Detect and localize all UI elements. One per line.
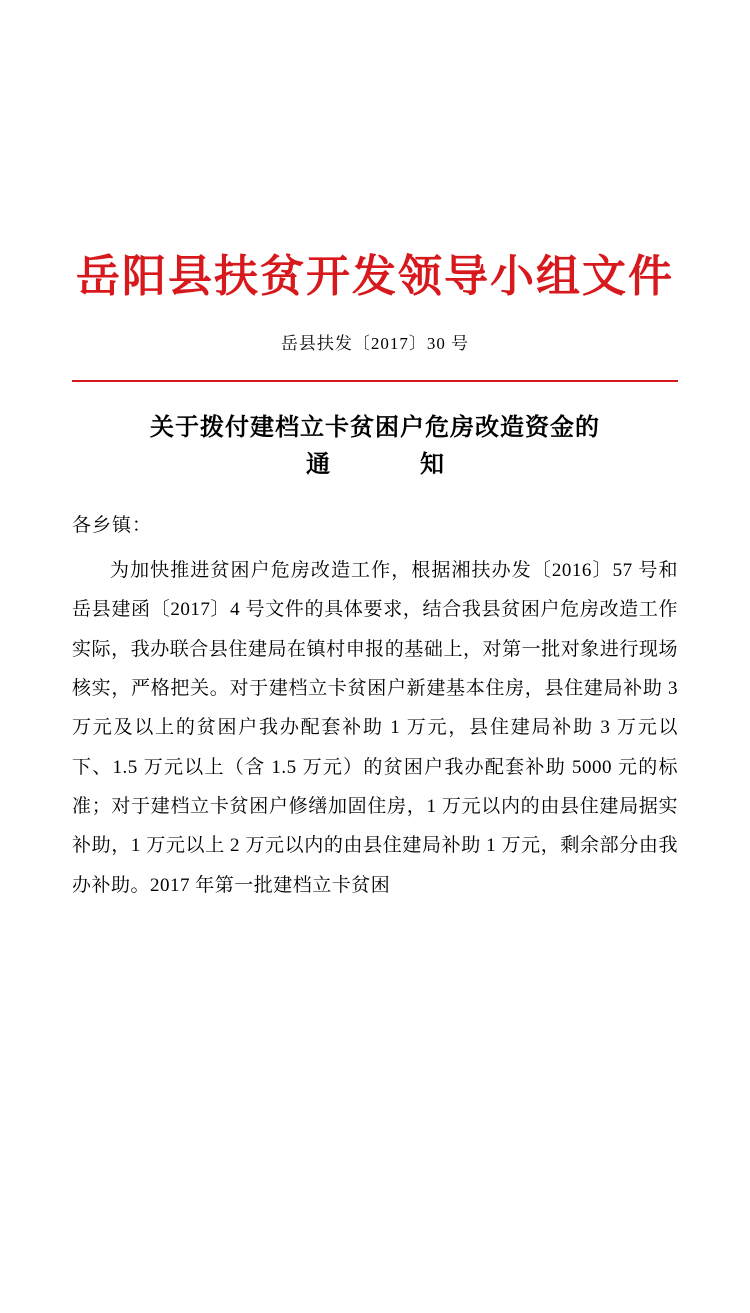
document-salutation: 各乡镇： xyxy=(72,514,153,536)
document-paragraph-1: 为加快推进贫困户危房改造工作，根据湘扶办发〔2016〕57 号和岳县建函〔2017〕4 号文件的具体要求，结合我县贫困户危房改造工作实际，我办联合县住建局在镇村申报的基础上，对第一批对象进行现场核实，严格把关。对于建档立卡贫困户新建基本住房，县住建局补助 3 万元及以上的贫困户我办配套补助 1 万元，县住建局补助 3 万元以下、1.5 万元以上（含 1.5 万元）的贫困户我办配套补助 5000 元的标准；对于建档立卡贫困户修缮加固住房，1 万元以内的由县住建局据实补助，1 万元以上 2 万元以内的由县住建局补助 1 万元，剩余部分由我办补助。2017 年第一批建档立卡贫困 xyxy=(72,559,678,896)
document-number: 岳县扶发〔2017〕30 号 xyxy=(280,333,470,353)
red-divider-rule xyxy=(72,380,678,382)
document-title xyxy=(72,410,678,484)
document-masthead: 岳阳县扶贫开发领导小组文件 xyxy=(76,252,674,301)
document-title-line-1: 关于拨付建档立卡贫困户危房改造资金的 xyxy=(150,414,600,441)
document-page xyxy=(0,252,750,1313)
document-title-line-2: 通 知 xyxy=(306,451,458,478)
